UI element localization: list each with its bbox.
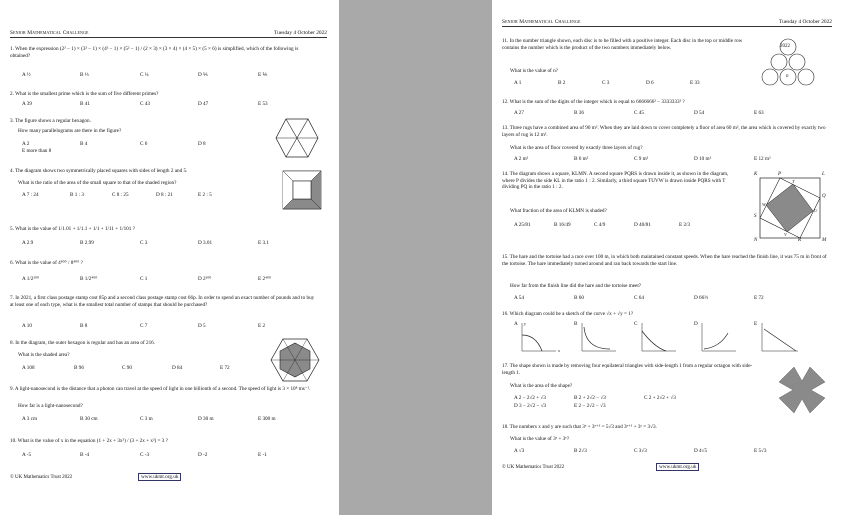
option: E 2 : 5 [198,192,212,198]
label-r: R [798,238,802,243]
option: E 72 [754,295,764,301]
curve-sketches [514,321,834,357]
sketch-c-label: C [634,321,638,327]
option: D 10 m² [694,156,712,162]
option: D 3 − 2√2 − √3 [514,403,547,409]
option: D 2²⁰⁰ [198,276,212,282]
option: E 2 [258,323,266,329]
option: E -1 [258,452,267,458]
label-w: W [762,202,766,207]
sketch-a-label: A [514,321,518,327]
label-p: P [778,172,782,177]
option: B 2.99 [80,240,94,246]
question-15-sub: How far from the finish line did the hare and the tortoise meet? [510,283,642,289]
question-8: 8. In the diagram, the outer hexagon is regular and has an area of 216. [10,340,156,346]
label-l: L [822,172,825,177]
option: D 54 [694,110,705,116]
page-header [502,19,832,27]
option: A 54 [514,295,524,301]
option: D 47 [198,101,209,107]
sketch-c [642,323,676,351]
question-3: 3. The figure shows a regular hexagon. [10,118,91,124]
option: A 39 [22,101,32,107]
question-13-sub: What is the area of floor covered by exactly three layers of rug? [510,145,643,151]
option: C ¼ [140,72,149,78]
option: E more than 8 [22,148,52,154]
footer-copyright: © UK Mathematics Trust 2022 [502,465,565,470]
ukmt-link[interactable]: www.ukmt.org.uk [656,463,699,471]
question-10: 10. What is the value of x in the equation (1 + 2x + 3x²) / (3 + 2x + x²) = 3 ? [10,438,168,444]
question-4: 4. The diagram shows two symmetrically placed squares with sides of length 2 and 5. [10,168,188,174]
question-11-sub: What is the value of n? [510,68,558,74]
nested-squares-figure [754,172,828,244]
option: A 2 m² [514,156,529,162]
option: C 45 [634,110,644,116]
option: E 3.1 [258,240,269,246]
question-4-sub: What is the ratio of the area of the small square to that of the shaded region? [18,180,177,186]
document-page-right [492,0,844,515]
question-5: 5. What is the value of 1/1.01 + 1/1.1 + 1/1 + 1/11 + 1/101 ? [10,226,135,232]
sketch-b [582,323,616,351]
option: B 36 [574,110,584,116]
label-t: T [792,179,795,184]
question-18: 18. The numbers x and y are such that 3ˣ + 3ʸ⁺¹ = 5√3 and 3ˣ⁺¹ + 3ʸ = 3√3. [502,424,657,430]
option: D 8 [198,141,206,147]
option: E ⅙ [258,72,268,78]
footer-copyright: © UK Mathematics Trust 2022 [10,475,73,480]
option: A 2 [22,141,30,147]
question-17: 17. The shape shown is made by removing four equilateral triangles with side-length 1 from a regular octagon with side-length 1. [502,363,753,376]
label-s: S [754,214,757,219]
option: B 30 cm [80,416,98,422]
sketch-a [522,323,556,351]
option: E 300 m [258,416,276,422]
option: E 2/3 [679,222,691,228]
option: A 10 [22,323,32,329]
option: A √3 [514,448,525,454]
option: C 3 [602,80,610,86]
question-14: 14. The diagram shows a square, KLMN. A second square PQRS is drawn inside it, as shown in the diagram, where P divides the side KL in the ratio 1 : 2. Similarly, a third square TUVW is drawn inside PQRS with T dividing PQ in the ratio 1 : 2. [502,171,729,191]
sketch-e-label: E [754,321,758,327]
question-11: 11. In the number triangle shown, each disc is to be filled with a positive integer. Each disc in the top or middle row contains the number which is the product of the two numbers immediately below. [502,38,743,51]
option: A 27 [514,110,524,116]
option: B 41 [80,101,90,107]
option: D 40/81 [634,222,651,228]
option: C 6 [140,141,148,147]
option: D 3.01 [198,240,213,246]
option: A 3 cm [22,416,37,422]
option: B -4 [80,452,90,458]
option: B 2√3 [574,448,587,454]
sketch-b-label: B [574,321,578,327]
option: C 7 [140,323,148,329]
option: C 9 m² [634,156,649,162]
option: E 2 − 2√2 − √3 [574,403,606,409]
label-n: N [754,238,758,243]
option: B 1 : 3 [70,192,84,198]
option: A 2 − 2√2 + √3 [514,395,546,401]
number-triangle-figure [758,38,818,88]
label-k: K [754,172,758,177]
label-m: M [822,238,827,243]
disc-n-label: n [786,74,789,79]
document-page-left [0,0,339,515]
option: C 90 [122,365,132,371]
option: A 1 [514,80,522,86]
option: A 108 [22,365,35,371]
option: A -5 [22,452,32,458]
option: E 63 [754,110,764,116]
question-17-sub: What is the area of the shape? [510,383,573,389]
disc-top-label: 2022 [780,44,790,49]
label-q: Q [822,194,826,199]
option: D 30 m [198,416,214,422]
octagon-cross-figure [778,366,826,414]
page-header [10,30,327,38]
option: C -3 [140,452,150,458]
option: D -2 [198,452,208,458]
question-18-sub: What is the value of 3ˣ + 3ʸ? [510,436,570,442]
option: B 2 [558,80,566,86]
ukmt-link[interactable]: www.ukmt.org.uk [138,473,181,481]
option: E 72 [220,365,230,371]
question-7: 7. In 2021, a first class postage stamp cost 85p and a second class postage stamp cost 66p. In order to spend an exact number of pounds and to buy at least one of each type, what is the smallest total number of stamps that should be purchased? [10,295,315,308]
viewer-background [339,0,492,515]
option: E 2⁴⁰⁰ [258,276,272,282]
option: E 33 [690,80,700,86]
hexagon-shaded-figure [270,338,320,382]
option: D ⅕ [198,72,209,78]
option: D 66⅔ [694,295,709,301]
option: A ½ [22,72,31,78]
question-9: 9. A light-nanosecond is the distance that a photon can travel at the speed of light in one billionth of a second. The speed of light is 3 × 10⁸ ms⁻¹. [10,386,311,392]
sketch-d [702,323,736,351]
question-2: 2. What is the smallest prime which is the sum of five different primes? [10,91,159,97]
option: B 96 [74,365,84,371]
option: C 2 + 2√2 + √3 [644,395,676,401]
question-16: 16. Which diagram could be a sketch of the curve √x + √y = 1? [502,311,634,317]
header-title: Senior Mathematical Challenge [502,19,581,25]
option: D 4√5 [694,448,708,454]
question-12: 12. What is the sum of the digits of the integer which is equal to 6666666² − 3333333² ? [502,99,685,105]
option: B 4 [80,141,88,147]
option: C 1 [140,276,148,282]
label-v: V [784,232,787,237]
header-title: Senior Mathematical Challenge [10,30,89,36]
option: E 53 [258,101,268,107]
axis-y-label: y [524,321,526,326]
option: B 60 [574,295,584,301]
option: D 84 [172,365,183,371]
question-8-sub: What is the shaded area? [18,352,70,358]
option: C 3√3 [634,448,647,454]
option: A 7 : 24 [22,192,39,198]
axis-x-label: x [558,348,560,353]
question-13: 13. Three rugs have a combined area of 90 m². When they are laid down to cover completely a floor of area 60 m², the area which is covered by exactly two layers of rug is 12 m². [502,125,826,138]
option: C 43 [140,101,150,107]
question-9-sub: How far is a light-nanosecond? [18,403,83,409]
question-6: 6. What is the value of 4⁸⁰⁰ / 8⁴⁰⁰ ? [10,260,83,266]
sketch-e [762,323,798,351]
option: B 8 [80,323,88,329]
header-date: Tuesday 4 October 2022 [779,19,832,25]
option: C 4/9 [594,222,606,228]
option: D 8 : 21 [156,192,173,198]
option: A 25/81 [514,222,531,228]
option: B 16/49 [554,222,571,228]
two-squares-figure [282,170,322,210]
option: A 1/2²⁰⁰ [22,276,40,282]
question-3-sub: How many parallelograms are there in the figure? [18,128,122,134]
question-14-sub: What fraction of the area of KLMN is shaded? [510,208,607,214]
hexagon-figure [275,118,319,158]
option: B 6 m² [574,156,589,162]
question-15: 15. The hare and the tortoise had a race over 100 m, in which both maintained constant speeds. When the hare reached the finish line, it was 75 m in front of the tortoise. The hare immediately turned around and ran back towards the start line. [502,254,827,267]
label-u: U [814,208,818,213]
option: B 1/2⁴⁰⁰ [80,276,98,282]
sketch-d-label: D [694,321,698,327]
option: E 5√3 [754,448,767,454]
option: C 3 m [140,416,153,422]
option: D 6 [646,80,654,86]
option: A 2.9 [22,240,34,246]
option: B ⅓ [80,72,89,78]
header-date: Tuesday 4 October 2022 [274,30,327,36]
option: C 64 [634,295,644,301]
option: D 5 [198,323,206,329]
option: E 12 m² [754,156,771,162]
option: C 8 : 25 [112,192,129,198]
question-1: 1. When the expression (2² − 1) × (3² − 1) × (4² − 1) × (5² − 1) / (2 × 3) × (3 × 4) × (4 × 5) × (5 × 6) is simplified, which of the following is obtained? [10,46,299,59]
option: B 2 + 2√2 − √3 [574,395,606,401]
option: C 3 [140,240,148,246]
